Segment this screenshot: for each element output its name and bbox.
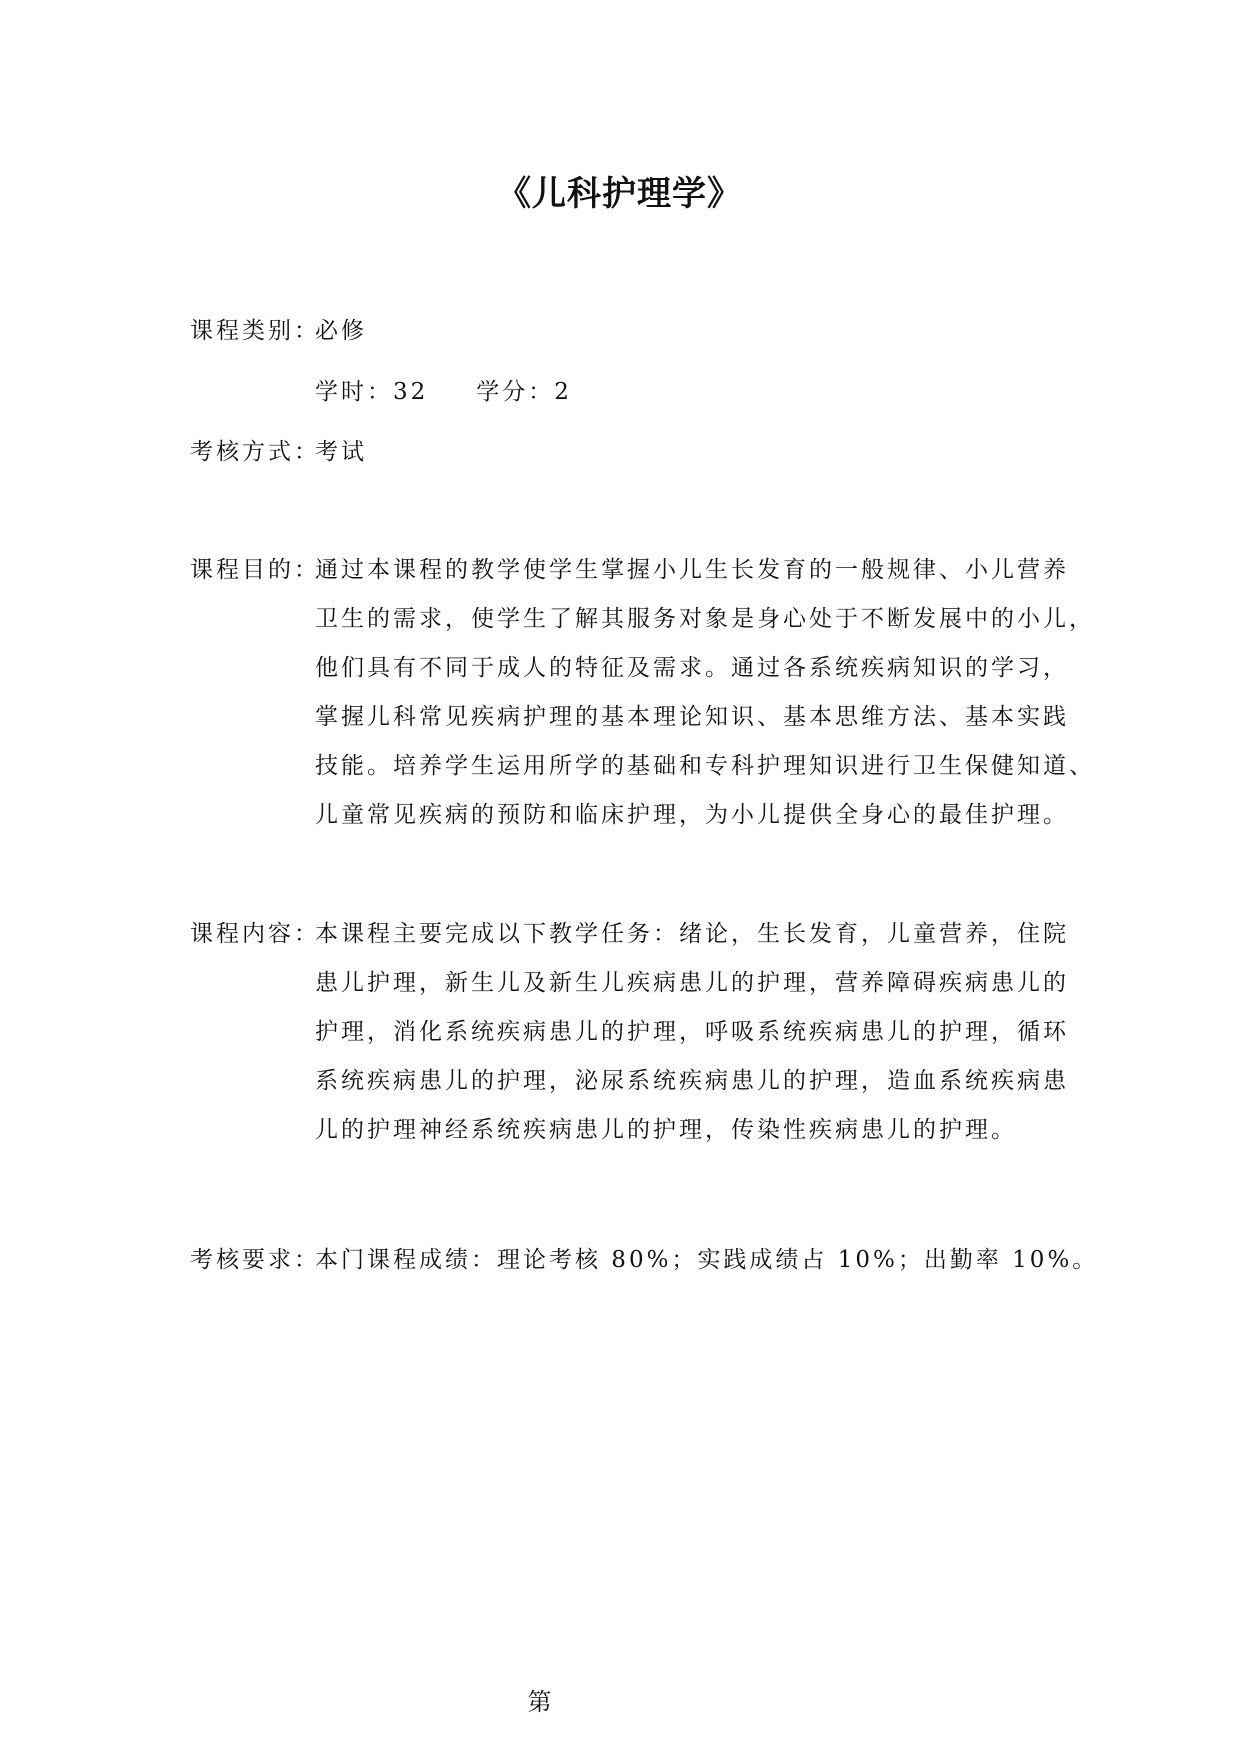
content-line: 本课程主要完成以下教学任务：绪论，生长发育，儿童营养，住院 [315,921,1069,947]
content-line: 系统疾病患儿的护理，泌尿系统疾病患儿的护理，造血系统疾病患 [315,1068,1069,1094]
hours-credits-row [315,376,572,408]
credits-value: 2 [554,379,572,405]
assessment-method-row [190,436,367,468]
hours-value: 32 [393,379,429,405]
objective-text [315,546,1095,840]
assessment-method-label: 考核方式： [190,439,320,465]
objective-line: 他们具有不同于成人的特征及需求。通过各系统疾病知识的学习， [315,655,1069,681]
content-line: 护理，消化系统疾病患儿的护理，呼吸系统疾病患儿的护理，循环 [315,1019,1069,1045]
hours-label: 学时： [315,379,393,405]
requirements-label: 考核要求： [190,1247,320,1273]
objective-line: 技能。培养学生运用所学的基础和专科护理知识进行卫生保健知道、 [315,753,1095,779]
content-line: 儿的护理神经系统疾病患儿的护理，传染性疾病患儿的护理。 [315,1117,1017,1143]
content-label: 课程内容： [190,921,320,947]
page-title: 《儿科护理学》 [497,174,742,214]
course-type-row [190,315,367,347]
course-type-label: 课程类别： [190,318,320,344]
objective-line: 卫生的需求，使学生了解其服务对象是身心处于不断发展中的小儿， [315,606,1095,632]
content-text [315,910,1069,1155]
objective-line: 掌握儿科常见疾病护理的基本理论知识、基本思维方法、基本实践 [315,704,1069,730]
objective-label: 课程目的： [190,557,320,583]
course-type-value: 必修 [315,318,367,344]
credits-label: 学分： [476,379,555,405]
objective-line: 通过本课程的教学使学生掌握小儿生长发育的一般规律、小儿营养 [315,557,1069,583]
requirements-row [190,1244,1098,1276]
requirements-value: 本门课程成绩：理论考核 80%；实践成绩占 10%；出勤率 10%。 [315,1247,1099,1273]
page-footer: 第 [527,1688,552,1716]
assessment-method-value: 考试 [315,439,367,465]
objective-line: 儿童常见疾病的预防和临床护理，为小儿提供全身心的最佳护理。 [315,802,1069,828]
content-line: 患儿护理，新生儿及新生儿疾病患儿的护理，营养障碍疾病患儿的 [315,970,1069,996]
